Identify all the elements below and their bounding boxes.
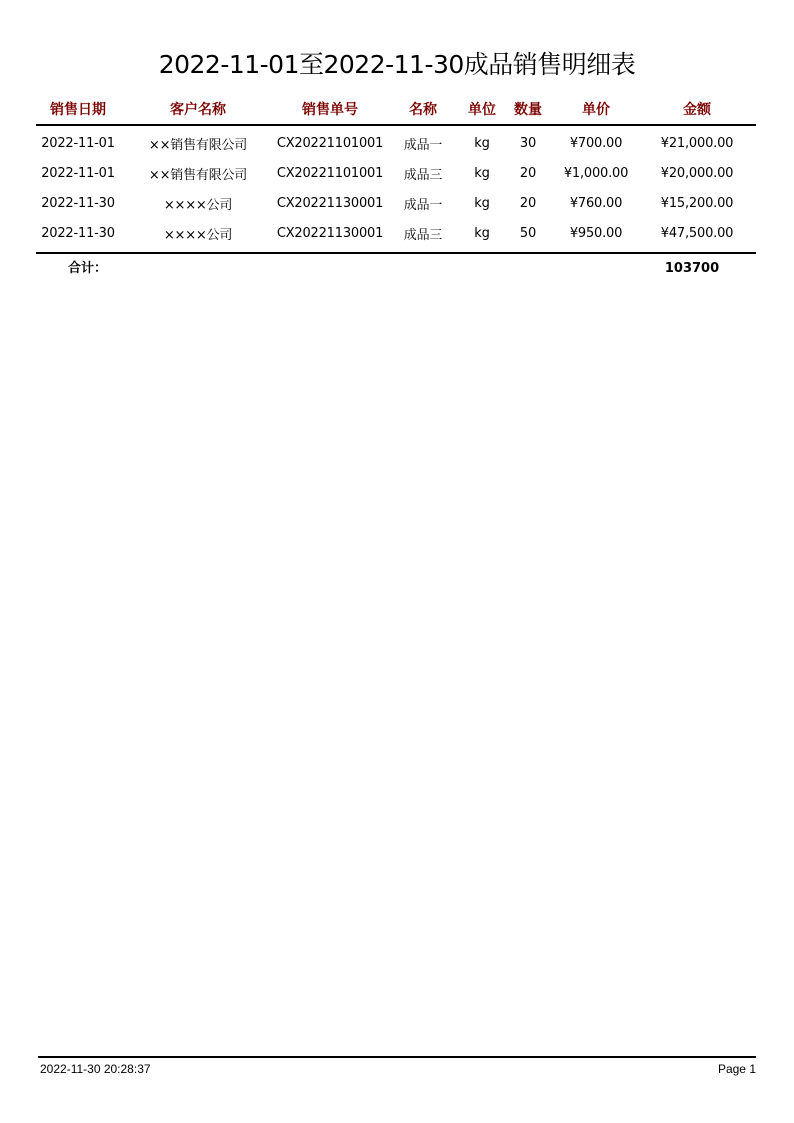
table-row [36,158,756,188]
footer-page-number: Page 1 [717,1062,756,1076]
table-row [36,125,756,158]
cell-order-no: CX20221101001 [276,165,384,181]
column-header-date: 销售日期 [36,94,120,125]
cell-unit: kg [474,225,490,241]
cell-price: ¥950.00 [569,225,623,241]
cell-amount: ¥15,200.00 [660,195,734,211]
cell-unit: kg [474,195,490,211]
column-header-order-no: 销售单号 [276,94,384,125]
column-header-price: 单价 [554,94,638,125]
cell-amount: ¥21,000.00 [660,135,734,151]
cell-order-no: CX20221130001 [276,225,384,241]
cell-date: 2022-11-30 [41,225,115,241]
cell-name: 成品一 [403,137,443,153]
total-label: 合计： [68,261,108,276]
cell-unit: kg [474,165,490,181]
column-header-unit: 单位 [462,94,502,125]
cell-date: 2022-11-01 [41,165,115,181]
cell-name: 成品三 [403,167,443,183]
cell-quantity: 20 [519,195,537,211]
cell-name: 成品一 [403,197,443,213]
cell-customer: ××销售有限公司 [148,167,248,183]
cell-name: 成品三 [403,227,443,243]
cell-date: 2022-11-30 [41,195,115,211]
cell-date: 2022-11-01 [41,135,115,151]
total-divider [36,252,756,254]
cell-customer: ××××公司 [163,227,233,243]
cell-order-no: CX20221130001 [276,195,384,211]
page-title: 2022-11-01至2022-11-30成品销售明细表 [158,50,636,79]
cell-quantity: 50 [519,225,537,241]
total-amount: 103700 [664,261,720,276]
column-header-name: 名称 [384,94,462,125]
cell-price: ¥700.00 [569,135,623,151]
cell-amount: ¥47,500.00 [660,225,734,241]
footer-divider [38,1056,756,1058]
column-header-amount: 金额 [638,94,756,125]
cell-quantity: 30 [519,135,537,151]
cell-unit: kg [474,135,490,151]
column-header-quantity: 数量 [502,94,554,125]
cell-amount: ¥20,000.00 [660,165,734,181]
table-header-row [36,94,756,125]
cell-customer: ××销售有限公司 [148,137,248,153]
cell-quantity: 20 [519,165,537,181]
table-row [36,188,756,218]
column-header-customer: 客户名称 [120,94,276,125]
cell-price: ¥1,000.00 [563,165,629,181]
cell-customer: ××××公司 [163,197,233,213]
table-row [36,218,756,248]
cell-price: ¥760.00 [569,195,623,211]
footer-timestamp: 2022-11-30 20:28:37 [40,1062,151,1076]
sales-detail-table [36,94,756,248]
cell-order-no: CX20221101001 [276,135,384,151]
